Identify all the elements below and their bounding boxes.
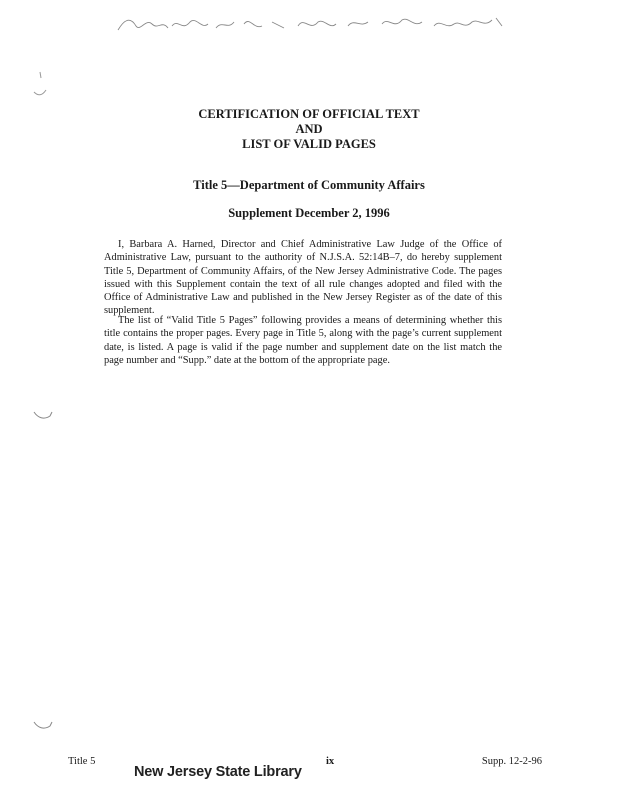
certification-paragraph: I, Barbara A. Harned, Director and Chief Administrative Law Judge of the Office of Administrative Law, pursuant to the authority of N.J.S.A. 52:14B–7, do hereby supplement Title 5, Department of Community Affairs, of the New Jersey Administrative Code. The pages issued with this Supplement contain the text of all rule changes adopted and filed with the Office of Administrative Law and published in the New Jersey Register as of the date of this supplement. [104,239,502,317]
heading-line-1: CERTIFICATION OF OFFICIAL TEXT [198,107,420,121]
heading-line-2: AND [295,122,323,136]
margin-mark [32,408,54,424]
valid-pages-paragraph: The list of “Valid Title 5 Pages” following provides a means of determining whether this title contains the proper pages. Every page in Title 5, along with the page’s current supplement date, is listed. A page is valid if the page number and supplement date on the list match the page number and “Supp.” date at the bottom of the appropriate page. [104,315,502,366]
handwritten-note-scribble [112,6,512,38]
title-heading: Title 5—Department of Community Affairs [193,178,425,192]
footer-title: Title 5 [68,756,96,767]
footer-supplement-date: Supp. 12-2-96 [481,756,542,767]
page-number: ix [326,756,335,767]
library-stamp: New Jersey State Library [134,764,302,780]
heading-line-3: LIST OF VALID PAGES [242,137,376,151]
supplement-date: Supplement December 2, 1996 [228,206,390,220]
document-heading [0,107,618,152]
margin-mark [32,718,54,734]
margin-mark [30,70,50,102]
